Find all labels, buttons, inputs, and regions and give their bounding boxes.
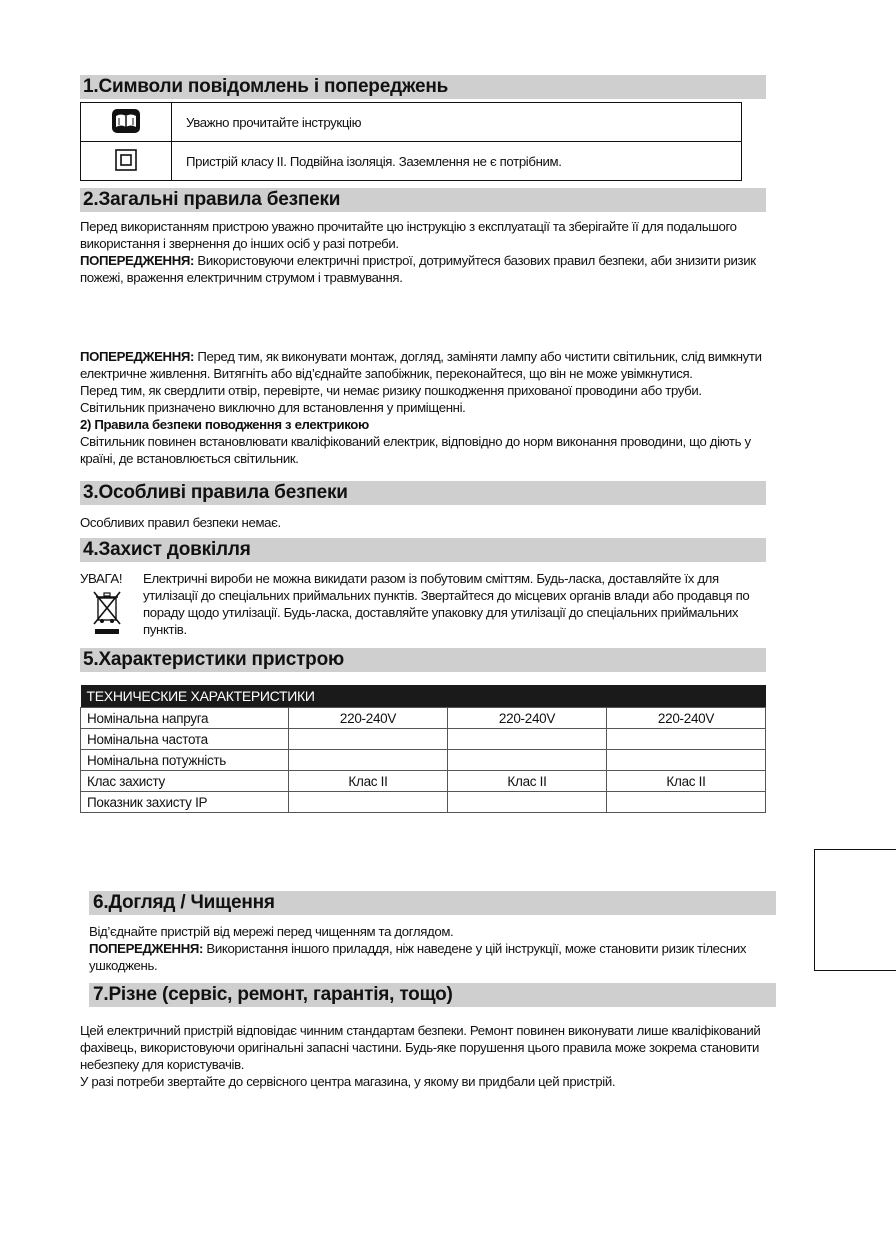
spec-value	[289, 750, 448, 771]
spec-value: Клас II	[607, 771, 766, 792]
section-7-body	[80, 1022, 780, 1090]
symbol-label: Пристрій класу II. Подвійна ізоляція. Заземлення не є потрібним.	[172, 142, 742, 181]
symbol-row	[81, 142, 742, 181]
crossed-bin-icon	[92, 588, 122, 641]
paragraph: Перед використанням пристрою уважно прочитайте цю інструкцію з експлуатації та зберігайте її для подальшого використання і звернення до інших осіб у разі потреби.	[80, 219, 737, 251]
warning-label: ПОПЕРЕДЖЕННЯ:	[80, 253, 195, 268]
spec-label: Номінальна напруга	[81, 708, 289, 729]
symbol-label: Уважно прочитайте інструкцію	[172, 103, 742, 142]
spec-label: Номінальна потужність	[81, 750, 289, 771]
spec-value	[448, 792, 607, 813]
specifications-table	[80, 685, 766, 813]
spec-value: 220-240V	[289, 708, 448, 729]
table-row	[81, 792, 766, 813]
warning-label: ПОПЕРЕДЖЕННЯ:	[89, 941, 204, 956]
spec-label: Клас захисту	[81, 771, 289, 792]
spec-value	[448, 750, 607, 771]
attention-label: УВАГА!	[80, 571, 123, 586]
spec-value	[289, 729, 448, 750]
spec-label: Номінальна частота	[81, 729, 289, 750]
warning-paragraph	[80, 348, 770, 382]
section-4-title: 4.Захист довкілля	[80, 538, 766, 562]
spec-value	[607, 729, 766, 750]
spec-value: Клас II	[289, 771, 448, 792]
spec-value	[289, 792, 448, 813]
symbol-row	[81, 103, 742, 142]
spec-value	[607, 792, 766, 813]
symbols-table	[80, 102, 742, 181]
spec-value: Клас II	[448, 771, 607, 792]
section-5-title: 5.Характеристики пристрою	[80, 648, 766, 672]
spec-value: 220-240V	[607, 708, 766, 729]
spec-value	[607, 750, 766, 771]
section-2-body	[80, 348, 770, 467]
book-icon	[81, 103, 172, 142]
paragraph: У разі потреби звертайте до сервісного центра магазина, у якому ви придбали цей пристрій.	[80, 1074, 616, 1089]
paragraph: Від’єднайте пристрій від мережі перед чищенням та доглядом.	[89, 924, 454, 939]
paragraph: Перед тим, як свердлити отвір, перевірте, чи немає ризику пошкодження прихованої проводини або труби.	[80, 383, 702, 398]
section-1-title: 1.Символи повідомлень і попереджень	[80, 75, 766, 99]
warning-paragraph	[80, 252, 770, 286]
warning-text: Перед тим, як виконувати монтаж, догляд, заміняти лампу або чистити світильник, слід вимкнути електричне живлення. Витягніть або від’єднайте запобіжник, переконайтеся, що він не може увімкнутися.	[80, 349, 762, 381]
spec-table-header: ТЕХНИЧЕСКИЕ ХАРАКТЕРИСТИКИ	[81, 685, 766, 708]
paragraph: Світильник призначено виключно для встановлення у приміщенні.	[80, 400, 466, 415]
warning-text: Використовуючи електричні пристрої, дотримуйтеся базових правил безпеки, аби знизити ризик пожежі, враження електричним струмом і травмування.	[80, 253, 756, 285]
class-ii-icon	[81, 142, 172, 181]
section-3-body: Особливих правил безпеки немає.	[80, 515, 281, 530]
warning-paragraph	[89, 940, 774, 974]
section-7-title: 7.Різне (сервіс, ремонт, гарантія, тощо)	[89, 983, 776, 1007]
paragraph: Світильник повинен встановлювати кваліфікований електрик, відповідно до норм виконання проводини, що діють у країні, де встановлюється світильник.	[80, 434, 751, 466]
spec-label: Показник захисту IP	[81, 792, 289, 813]
table-row	[81, 750, 766, 771]
table-row	[81, 771, 766, 792]
warning-text: Використання іншого приладдя, ніж наведене у цій інструкції, може становити ризик тілесних ушкоджень.	[89, 941, 747, 973]
page-edge-tab	[814, 849, 896, 971]
spec-header-row	[81, 685, 766, 708]
spec-value: 220-240V	[448, 708, 607, 729]
table-row	[81, 729, 766, 750]
section-2-title: 2.Загальні правила безпеки	[80, 188, 766, 212]
paragraph: Цей електричний пристрій відповідає чинним стандартам безпеки. Ремонт повинен виконувати лише кваліфікований фахівець, використовуючи оригінальні запасні частини. Будь-яке порушення цього правила може зокрема становити небезпеку для користувачів.	[80, 1023, 761, 1072]
section-6-body	[89, 923, 774, 974]
spec-value	[448, 729, 607, 750]
section-3-title: 3.Особливі правила безпеки	[80, 481, 766, 505]
section-2-intro	[80, 218, 770, 286]
section-6-title: 6.Догляд / Чищення	[89, 891, 776, 915]
table-row	[81, 708, 766, 729]
warning-label: ПОПЕРЕДЖЕННЯ:	[80, 349, 195, 364]
section-4-body: Електричні вироби не можна викидати разом із побутовим сміттям. Будь-ласка, доставляйте їх для утилізації до спеціальних приймальних пунктів. Звертайтеся до місцевих органів влади або продавця по пораду щодо утилізації. Будь-ласка, доставляйте упаковку для утилізації до спеціальних приймальних пунктів.	[143, 571, 750, 637]
subheading: 2) Правила безпеки поводження з електрикою	[80, 417, 369, 432]
